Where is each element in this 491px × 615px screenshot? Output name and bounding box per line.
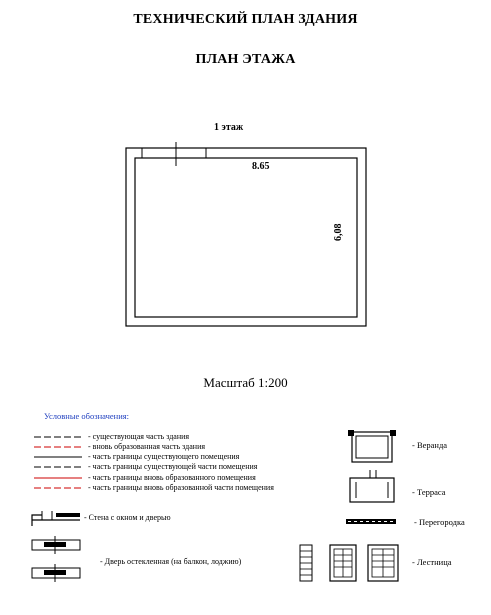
terrace-symbol: [350, 470, 394, 502]
document-title: ТЕХНИЧЕСКИЙ ПЛАН ЗДАНИЯ: [133, 12, 358, 27]
legend-title: Условные обозначения:: [44, 411, 130, 421]
document-subtitle: ПЛАН ЭТАЖА: [195, 52, 296, 67]
legend-line-2-text: - вновь образованная часть здания: [88, 442, 206, 451]
glazed-door-label: - Дверь остекленная (на балкон, лоджию): [100, 557, 242, 566]
terrace-label: - Терраса: [412, 487, 446, 497]
width-dimension: 8.65: [252, 161, 270, 172]
legend-line-samples: [34, 437, 82, 488]
legend-line-4-text: - часть границы существующей части помещения: [88, 462, 258, 471]
partition-label: - Перегородка: [414, 517, 465, 527]
legend-line-6-text: - часть границы вновь образованной части помещения: [88, 483, 274, 492]
legend-line-5-text: - часть границы вновь образованного помещения: [88, 473, 256, 482]
veranda-symbol: [348, 430, 396, 462]
partition-symbol: [346, 519, 396, 524]
scale-label: Масштаб 1:200: [203, 375, 288, 390]
glazed-door-symbol-1: [32, 536, 80, 554]
glazed-door-symbol-2: [32, 564, 80, 582]
legend-line-3-text: - часть границы существующего помещения: [88, 452, 240, 461]
wall-window-door-label: - Стена с окном и дверью: [84, 513, 171, 522]
stairs-symbol-right: [368, 545, 398, 581]
stairs-symbol-middle: [330, 545, 356, 581]
wall-window-door-symbol: [32, 511, 80, 526]
floor-label: 1 этаж: [214, 122, 244, 133]
stairs-label: - Лестница: [412, 557, 452, 567]
veranda-label: - Веранда: [412, 440, 448, 450]
legend-line-1-text: - существующая часть здания: [88, 432, 190, 441]
stairs-symbol-left: [300, 545, 312, 581]
height-dimension: 6,08: [333, 223, 344, 241]
